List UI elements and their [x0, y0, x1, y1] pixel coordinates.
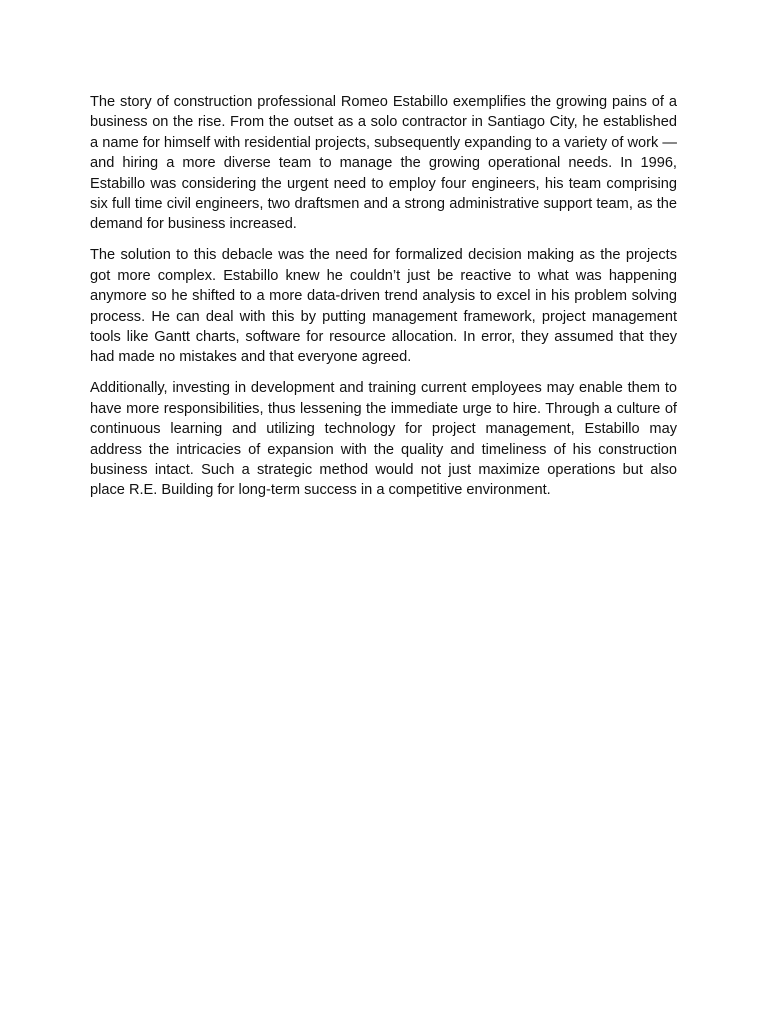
paragraph-2: The solution to this debacle was the need for formalized decision making as the projects got more complex. Estabillo knew he couldn’t just be reactive to what was happening anymore so he shifted to a more data-driven trend analysis to excel in his problem solving process. He can deal with this by putting management framework, project management tools like Gantt charts, software for resource allocation. In error, they assumed that they had made no mistakes and that everyone agreed.	[90, 247, 677, 366]
document-body	[90, 92, 677, 511]
paragraph-1: The story of construction professional Romeo Estabillo exemplifies the growing pains of a business on the rise. From the outset as a solo contractor in Santiago City, he established a name for himself with residential projects, subsequently expanding to a variety of work —and hiring a more diverse team to manage the growing operational needs. In 1996, Estabillo was considering the urgent need to employ four engineers, his team comprising six full time civil engineers, two draftsmen and a strong administrative support team, as the demand for business increased.	[90, 94, 677, 233]
paragraph-3: Additionally, investing in development and training current employees may enable them to have more responsibilities, thus lessening the immediate urge to hire. Through a culture of continuous learning and utilizing technology for project management, Estabillo may address the intricacies of expansion with the quality and timeliness of his construction business intact. Such a strategic method would not just maximize operations but also place R.E. Building for long-term success in a competitive environment.	[90, 380, 677, 499]
